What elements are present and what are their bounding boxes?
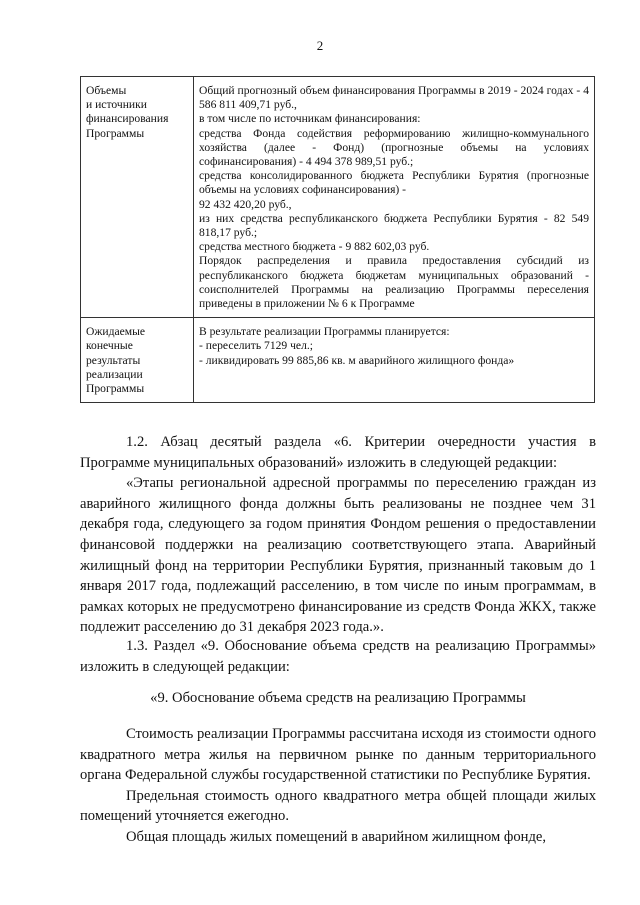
- amendment-text-block: [80, 432, 596, 638]
- label-line: Объемы: [86, 84, 127, 97]
- section-heading-block: [80, 688, 596, 709]
- page-number: 2: [316, 38, 324, 53]
- paragraph-max-cost: Предельная стоимость одного квадратного метра общей площади жилых помещений уточняется ежегодно.: [80, 787, 596, 825]
- label-line: конечные: [86, 339, 133, 353]
- label-line: Программы: [86, 382, 145, 396]
- paragraph-1-3: 1.3. Раздел «9. Обоснование объема средств на реализацию Программы» изложить в следующей редакции:: [80, 638, 596, 675]
- table-row-financing: [81, 77, 595, 318]
- section-9-text-block: [80, 724, 596, 848]
- value-line: средства Фонда содействия реформированию жилищно-коммунального хозяйства (далее - Фонд) (прогнозные объемы на условиях софинансирования) - 4 494 378 989,51 руб.;: [199, 126, 589, 169]
- table-value-cell: [194, 77, 595, 318]
- label-line: и источники: [86, 98, 147, 112]
- paragraph-1-2: 1.2. Абзац десятый раздела «6. Критерии очередности участия в Программе муниципальных образований» изложить в следующей редакции:: [80, 434, 596, 471]
- amendment-text-block-2: [80, 636, 596, 677]
- value-line: В результате реализации Программы планируется:: [199, 325, 450, 339]
- label-line: Программы: [86, 126, 145, 140]
- table-label-cell: [81, 318, 194, 403]
- table-value-cell: [194, 318, 595, 403]
- value-line: - переселить 7129 чел.;: [199, 339, 313, 353]
- value-line: - ликвидировать 99 885,86 кв. м аварийного жилищного фонда»: [199, 353, 515, 367]
- paragraph-stages-quote: «Этапы региональной адресной программы по переселению граждан из аварийного жилищного фонда должны быть реализованы не позднее чем 31 декабря года, следующего за годом принятия Фондом решения о предоставлении финансовой поддержки на реализацию соответствующего этапа. Аварийный жилищный фонд на территории Республики Бурятия, признанный таковым до 1 января 2017 года, подлежащий расселению, в том числе по иным программам, в рамках которых не предусмотрено финансирование из средств Фонда ЖКХ, также подлежит расселению до 31 декабря 2023 года.».: [80, 475, 596, 636]
- table-label-cell: [81, 77, 194, 318]
- label-line: Ожидаемые: [86, 325, 146, 339]
- label-line: финансирования: [86, 112, 169, 126]
- label-line: результаты: [86, 353, 141, 367]
- value-line: Порядок распределения и правила предоставления субсидий из республиканского бюджета бюджетам муниципальных образований - соисполнителей Программы на реализацию Программы переселения приведены в приложении № 6 к Программе: [199, 254, 589, 311]
- label-line: реализации: [86, 367, 143, 381]
- table-row-results: [81, 318, 595, 403]
- value-line: средства консолидированного бюджета Республики Бурятия (прогнозные объемы на условиях софинансирования) -: [199, 169, 589, 197]
- value-line: 92 432 420,20 руб.,: [199, 197, 292, 211]
- value-line: в том числе по источникам финансирования:: [199, 112, 421, 126]
- paragraph-total-area: Общая площадь жилых помещений в аварийном жилищном фонде,: [126, 828, 547, 845]
- paragraph-cost: Стоимость реализации Программы рассчитана исходя из стоимости одного квадратного метра жилья на первичном рынке по данным территориального органа Федеральной службы государственной статистики по Республике Бурятия.: [80, 726, 596, 784]
- value-line: из них средства республиканского бюджета Республики Бурятия - 82 549 818,17 руб.;: [199, 211, 589, 240]
- program-passport-table: [80, 76, 595, 403]
- value-line: Общий прогнозный объем финансирования Программы в 2019 - 2024 годах - 4 586 811 409,71 руб.,: [199, 84, 589, 112]
- value-line: средства местного бюджета - 9 882 602,03 руб.: [199, 240, 430, 254]
- section-9-heading: «9. Обоснование объема средств на реализацию Программы: [150, 690, 526, 706]
